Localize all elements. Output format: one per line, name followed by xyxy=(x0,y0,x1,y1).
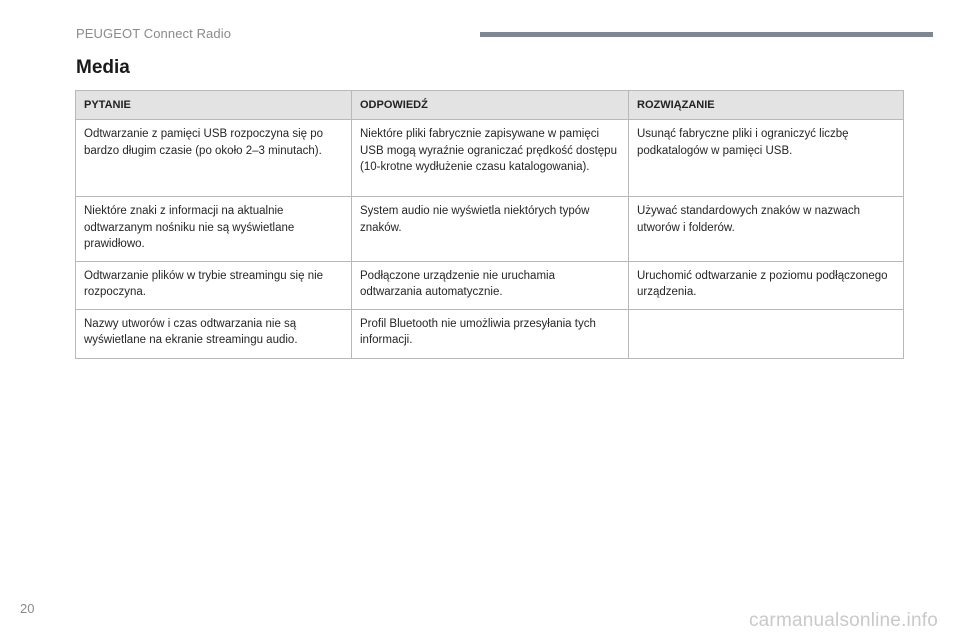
question-cell: Odtwarzanie z pamięci USB rozpoczyna się po bardzo długim czasie (po około 2–3 minutach). xyxy=(76,120,352,197)
answer-cell: Profil Bluetooth nie umożliwia przesyłania tych informacji. xyxy=(352,309,629,358)
column-header-question: PYTANIE xyxy=(76,91,352,120)
answer-cell: Niektóre pliki fabrycznie zapisywane w pamięci USB mogą wyraźnie ograniczać prędkość dostępu (10-krotne wydłużenie czasu katalogowania). xyxy=(352,120,629,197)
column-header-solution: ROZWIĄZANIE xyxy=(629,91,904,120)
section-title: Media xyxy=(76,57,130,78)
troubleshooting-table xyxy=(75,90,904,359)
page-number: 20 xyxy=(20,601,35,616)
watermark: carmanualsonline.info xyxy=(748,610,938,631)
answer-cell: Podłączone urządzenie nie uruchamia odtwarzania automatycznie. xyxy=(352,261,629,309)
solution-cell: Usunąć fabryczne pliki i ograniczyć liczbę podkatalogów w pamięci USB. xyxy=(629,120,904,197)
table-row xyxy=(76,120,904,197)
table-row xyxy=(76,261,904,309)
table-row xyxy=(76,309,904,358)
table-row xyxy=(76,197,904,262)
header-accent-bar xyxy=(480,32,933,37)
table-header-row xyxy=(76,91,904,120)
solution-cell: Używać standardowych znaków w nazwach utworów i folderów. xyxy=(629,197,904,262)
running-header: PEUGEOT Connect Radio xyxy=(76,26,232,41)
question-cell: Odtwarzanie plików w trybie streamingu się nie rozpoczyna. xyxy=(76,261,352,309)
column-header-answer: ODPOWIEDŹ xyxy=(352,91,629,120)
solution-cell xyxy=(629,309,904,358)
question-cell: Nazwy utworów i czas odtwarzania nie są wyświetlane na ekranie streamingu audio. xyxy=(76,309,352,358)
question-cell: Niektóre znaki z informacji na aktualnie odtwarzanym nośniku nie są wyświetlane prawidłowo. xyxy=(76,197,352,262)
solution-cell: Uruchomić odtwarzanie z poziomu podłączonego urządzenia. xyxy=(629,261,904,309)
answer-cell: System audio nie wyświetla niektórych typów znaków. xyxy=(352,197,629,262)
